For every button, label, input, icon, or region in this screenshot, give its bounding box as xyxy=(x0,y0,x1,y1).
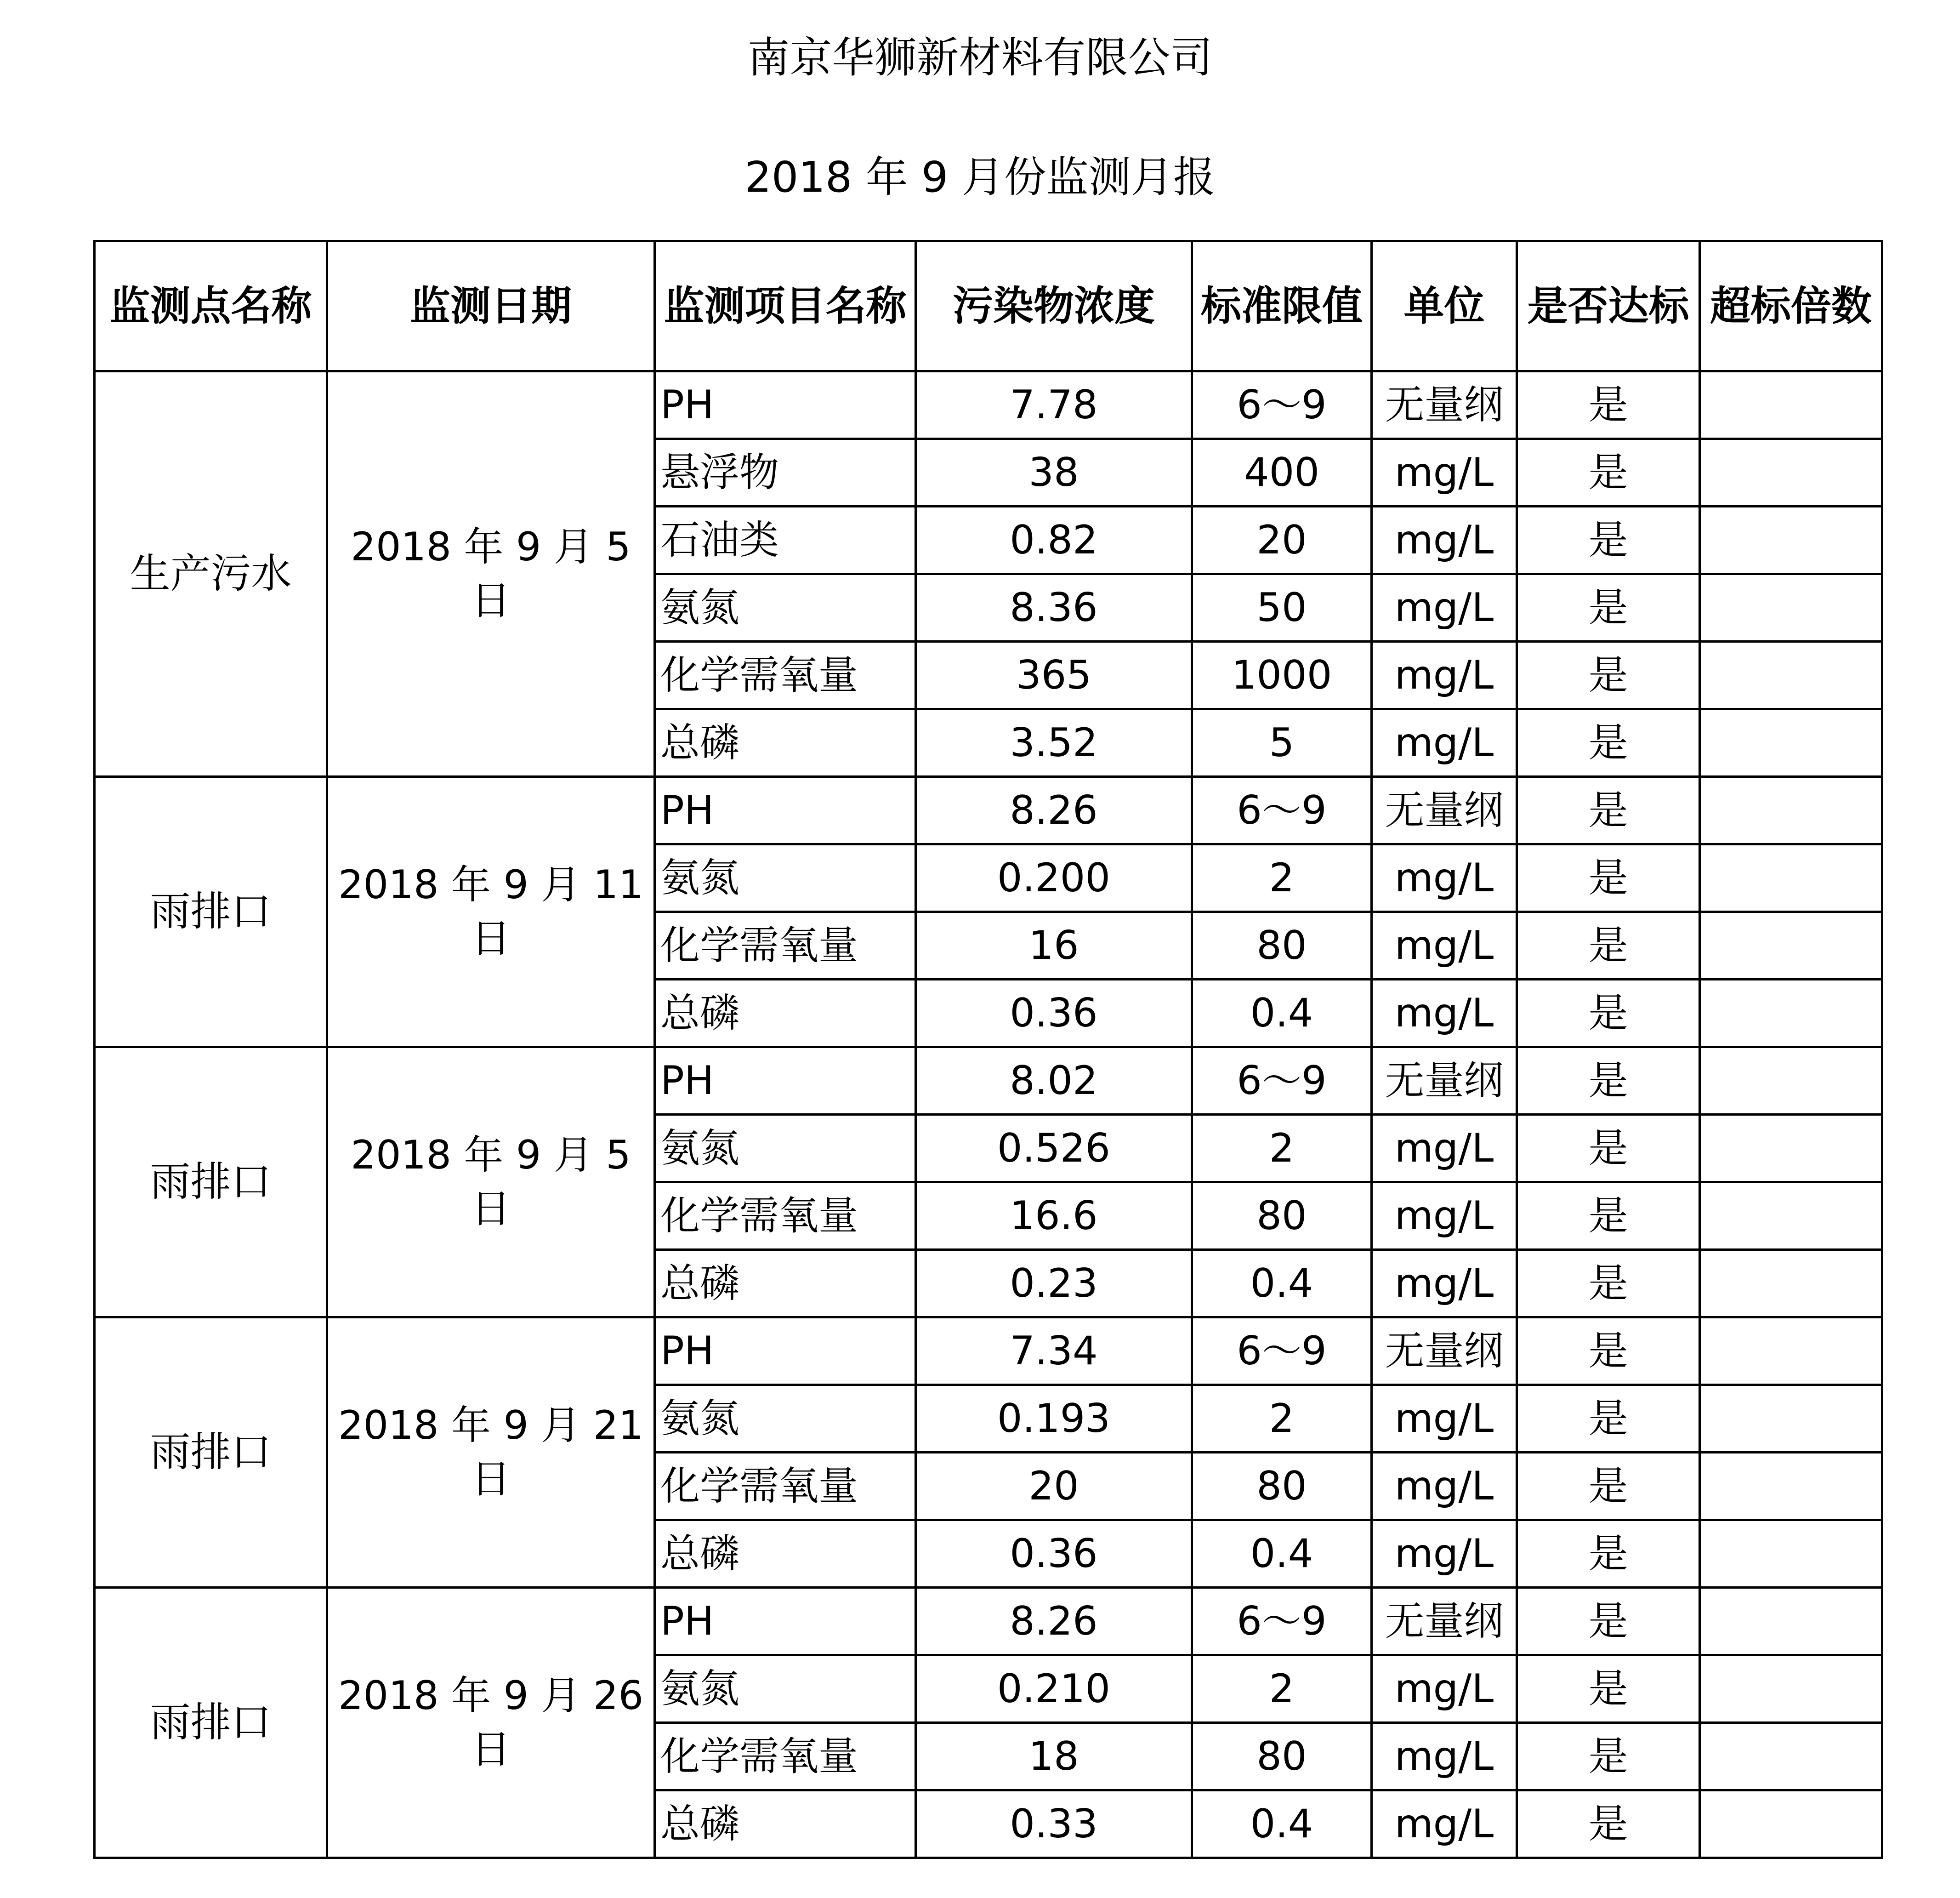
exceed-ratio-cell xyxy=(1700,1790,1882,1858)
unit-cell: 无量纲 xyxy=(1372,1588,1517,1655)
table-row xyxy=(95,1588,1882,1655)
concentration-cell: 16 xyxy=(916,912,1192,980)
unit-cell: mg/L xyxy=(1372,1655,1517,1723)
compliant-cell: 是 xyxy=(1517,507,1700,574)
compliant-cell: 是 xyxy=(1517,1047,1700,1115)
unit-cell: mg/L xyxy=(1372,574,1517,642)
exceed-ratio-cell xyxy=(1700,1250,1882,1317)
unit-cell: 无量纲 xyxy=(1372,371,1517,439)
compliant-cell: 是 xyxy=(1517,1317,1700,1385)
item-name-cell: 化学需氧量 xyxy=(655,1182,916,1250)
item-name-cell: 化学需氧量 xyxy=(655,912,916,980)
header-exceed-ratio: 超标倍数 xyxy=(1700,241,1882,371)
compliant-cell: 是 xyxy=(1517,642,1700,709)
standard-limit-cell: 0.4 xyxy=(1192,1520,1372,1588)
exceed-ratio-cell xyxy=(1700,1723,1882,1790)
header-site: 监测点名称 xyxy=(95,241,327,371)
standard-limit-cell: 0.4 xyxy=(1192,1790,1372,1858)
standard-limit-cell: 2 xyxy=(1192,844,1372,912)
item-name-cell: 氨氮 xyxy=(655,844,916,912)
standard-limit-cell: 2 xyxy=(1192,1115,1372,1182)
standard-limit-cell: 80 xyxy=(1192,1723,1372,1790)
concentration-cell: 0.82 xyxy=(916,507,1192,574)
concentration-cell: 0.200 xyxy=(916,844,1192,912)
compliant-cell: 是 xyxy=(1517,371,1700,439)
exceed-ratio-cell xyxy=(1700,777,1882,844)
monitoring-date-cell: 2018 年 9 月 11 日 xyxy=(327,777,655,1047)
concentration-cell: 18 xyxy=(916,1723,1192,1790)
standard-limit-cell: 5 xyxy=(1192,709,1372,777)
unit-cell: mg/L xyxy=(1372,1115,1517,1182)
exceed-ratio-cell xyxy=(1700,709,1882,777)
concentration-cell: 7.78 xyxy=(916,371,1192,439)
exceed-ratio-cell xyxy=(1700,980,1882,1047)
unit-cell: 无量纲 xyxy=(1372,1317,1517,1385)
item-name-cell: 总磷 xyxy=(655,980,916,1047)
header-compliant: 是否达标 xyxy=(1517,241,1700,371)
concentration-cell: 3.52 xyxy=(916,709,1192,777)
unit-cell: mg/L xyxy=(1372,912,1517,980)
concentration-cell: 16.6 xyxy=(916,1182,1192,1250)
exceed-ratio-cell xyxy=(1700,844,1882,912)
compliant-cell: 是 xyxy=(1517,1250,1700,1317)
item-name-cell: 化学需氧量 xyxy=(655,1723,916,1790)
compliant-cell: 是 xyxy=(1517,1115,1700,1182)
standard-limit-cell: 80 xyxy=(1192,1453,1372,1520)
concentration-cell: 8.02 xyxy=(916,1047,1192,1115)
compliant-cell: 是 xyxy=(1517,1182,1700,1250)
unit-cell: mg/L xyxy=(1372,709,1517,777)
unit-cell: mg/L xyxy=(1372,1790,1517,1858)
standard-limit-cell: 20 xyxy=(1192,507,1372,574)
concentration-cell: 8.26 xyxy=(916,1588,1192,1655)
compliant-cell: 是 xyxy=(1517,1790,1700,1858)
item-name-cell: PH xyxy=(655,371,916,439)
compliant-cell: 是 xyxy=(1517,1588,1700,1655)
unit-cell: mg/L xyxy=(1372,439,1517,507)
table-row xyxy=(95,371,1882,439)
item-name-cell: 氨氮 xyxy=(655,1655,916,1723)
exceed-ratio-cell xyxy=(1700,1047,1882,1115)
item-name-cell: PH xyxy=(655,777,916,844)
concentration-cell: 8.36 xyxy=(916,574,1192,642)
header-unit: 单位 xyxy=(1372,241,1517,371)
standard-limit-cell: 6～9 xyxy=(1192,1588,1372,1655)
exceed-ratio-cell xyxy=(1700,371,1882,439)
concentration-cell: 365 xyxy=(916,642,1192,709)
item-name-cell: 总磷 xyxy=(655,1790,916,1858)
item-name-cell: 石油类 xyxy=(655,507,916,574)
concentration-cell: 38 xyxy=(916,439,1192,507)
exceed-ratio-cell xyxy=(1700,1453,1882,1520)
unit-cell: mg/L xyxy=(1372,1453,1517,1520)
exceed-ratio-cell xyxy=(1700,439,1882,507)
unit-cell: mg/L xyxy=(1372,844,1517,912)
monitoring-site-cell: 雨排口 xyxy=(95,1317,327,1588)
standard-limit-cell: 400 xyxy=(1192,439,1372,507)
standard-limit-cell: 6～9 xyxy=(1192,1047,1372,1115)
compliant-cell: 是 xyxy=(1517,980,1700,1047)
company-name: 南京华狮新材料有限公司 xyxy=(747,33,1213,82)
exceed-ratio-cell xyxy=(1700,574,1882,642)
standard-limit-cell: 80 xyxy=(1192,1182,1372,1250)
compliant-cell: 是 xyxy=(1517,1655,1700,1723)
compliant-cell: 是 xyxy=(1517,912,1700,980)
unit-cell: mg/L xyxy=(1372,980,1517,1047)
table-row xyxy=(95,1047,1882,1115)
exceed-ratio-cell xyxy=(1700,1385,1882,1453)
compliant-cell: 是 xyxy=(1517,844,1700,912)
unit-cell: mg/L xyxy=(1372,507,1517,574)
item-name-cell: 悬浮物 xyxy=(655,439,916,507)
unit-cell: mg/L xyxy=(1372,1182,1517,1250)
concentration-cell: 8.26 xyxy=(916,777,1192,844)
unit-cell: mg/L xyxy=(1372,1250,1517,1317)
monitoring-date-cell: 2018 年 9 月 21 日 xyxy=(327,1317,655,1588)
monitoring-site-cell: 雨排口 xyxy=(95,1588,327,1858)
standard-limit-cell: 2 xyxy=(1192,1655,1372,1723)
standard-limit-cell: 6～9 xyxy=(1192,371,1372,439)
concentration-cell: 0.210 xyxy=(916,1655,1192,1723)
header-limit: 标准限值 xyxy=(1192,241,1372,371)
standard-limit-cell: 1000 xyxy=(1192,642,1372,709)
exceed-ratio-cell xyxy=(1700,912,1882,980)
compliant-cell: 是 xyxy=(1517,574,1700,642)
monitoring-date-cell: 2018 年 9 月 5 日 xyxy=(327,371,655,777)
monitoring-site-cell: 生产污水 xyxy=(95,371,327,777)
compliant-cell: 是 xyxy=(1517,1453,1700,1520)
monitoring-date-cell: 2018 年 9 月 26 日 xyxy=(327,1588,655,1858)
concentration-cell: 0.526 xyxy=(916,1115,1192,1182)
standard-limit-cell: 80 xyxy=(1192,912,1372,980)
monitoring-site-cell: 雨排口 xyxy=(95,1047,327,1317)
item-name-cell: 化学需氧量 xyxy=(655,642,916,709)
exceed-ratio-cell xyxy=(1700,1182,1882,1250)
concentration-cell: 0.33 xyxy=(916,1790,1192,1858)
standard-limit-cell: 0.4 xyxy=(1192,1250,1372,1317)
item-name-cell: 总磷 xyxy=(655,1250,916,1317)
item-name-cell: 总磷 xyxy=(655,1520,916,1588)
standard-limit-cell: 2 xyxy=(1192,1385,1372,1453)
table-row xyxy=(95,1317,1882,1385)
unit-cell: 无量纲 xyxy=(1372,1047,1517,1115)
standard-limit-cell: 6～9 xyxy=(1192,777,1372,844)
header-row xyxy=(95,241,1882,371)
exceed-ratio-cell xyxy=(1700,1520,1882,1588)
compliant-cell: 是 xyxy=(1517,1723,1700,1790)
unit-cell: mg/L xyxy=(1372,1723,1517,1790)
monitoring-site-cell: 雨排口 xyxy=(95,777,327,1047)
report-title: 2018 年 9 月份监测月报 xyxy=(744,153,1216,202)
compliant-cell: 是 xyxy=(1517,1385,1700,1453)
header-date: 监测日期 xyxy=(327,241,655,371)
monitoring-date-cell: 2018 年 9 月 5 日 xyxy=(327,1047,655,1317)
monitoring-table xyxy=(93,240,1883,1859)
concentration-cell: 0.36 xyxy=(916,980,1192,1047)
concentration-cell: 0.23 xyxy=(916,1250,1192,1317)
item-name-cell: 总磷 xyxy=(655,709,916,777)
concentration-cell: 20 xyxy=(916,1453,1192,1520)
exceed-ratio-cell xyxy=(1700,1588,1882,1655)
compliant-cell: 是 xyxy=(1517,1520,1700,1588)
item-name-cell: 氨氮 xyxy=(655,1385,916,1453)
concentration-cell: 7.34 xyxy=(916,1317,1192,1385)
exceed-ratio-cell xyxy=(1700,1655,1882,1723)
table-body xyxy=(95,371,1882,1858)
table-row xyxy=(95,777,1882,844)
exceed-ratio-cell xyxy=(1700,642,1882,709)
item-name-cell: PH xyxy=(655,1317,916,1385)
concentration-cell: 0.193 xyxy=(916,1385,1192,1453)
exceed-ratio-cell xyxy=(1700,1317,1882,1385)
header-concentration: 污染物浓度 xyxy=(916,241,1192,371)
exceed-ratio-cell xyxy=(1700,1115,1882,1182)
item-name-cell: 氨氮 xyxy=(655,1115,916,1182)
concentration-cell: 0.36 xyxy=(916,1520,1192,1588)
compliant-cell: 是 xyxy=(1517,709,1700,777)
item-name-cell: PH xyxy=(655,1588,916,1655)
standard-limit-cell: 50 xyxy=(1192,574,1372,642)
unit-cell: 无量纲 xyxy=(1372,777,1517,844)
standard-limit-cell: 0.4 xyxy=(1192,980,1372,1047)
unit-cell: mg/L xyxy=(1372,642,1517,709)
item-name-cell: PH xyxy=(655,1047,916,1115)
unit-cell: mg/L xyxy=(1372,1385,1517,1453)
item-name-cell: 化学需氧量 xyxy=(655,1453,916,1520)
item-name-cell: 氨氮 xyxy=(655,574,916,642)
compliant-cell: 是 xyxy=(1517,439,1700,507)
unit-cell: mg/L xyxy=(1372,1520,1517,1588)
standard-limit-cell: 6～9 xyxy=(1192,1317,1372,1385)
compliant-cell: 是 xyxy=(1517,777,1700,844)
exceed-ratio-cell xyxy=(1700,507,1882,574)
header-item: 监测项目名称 xyxy=(655,241,916,371)
